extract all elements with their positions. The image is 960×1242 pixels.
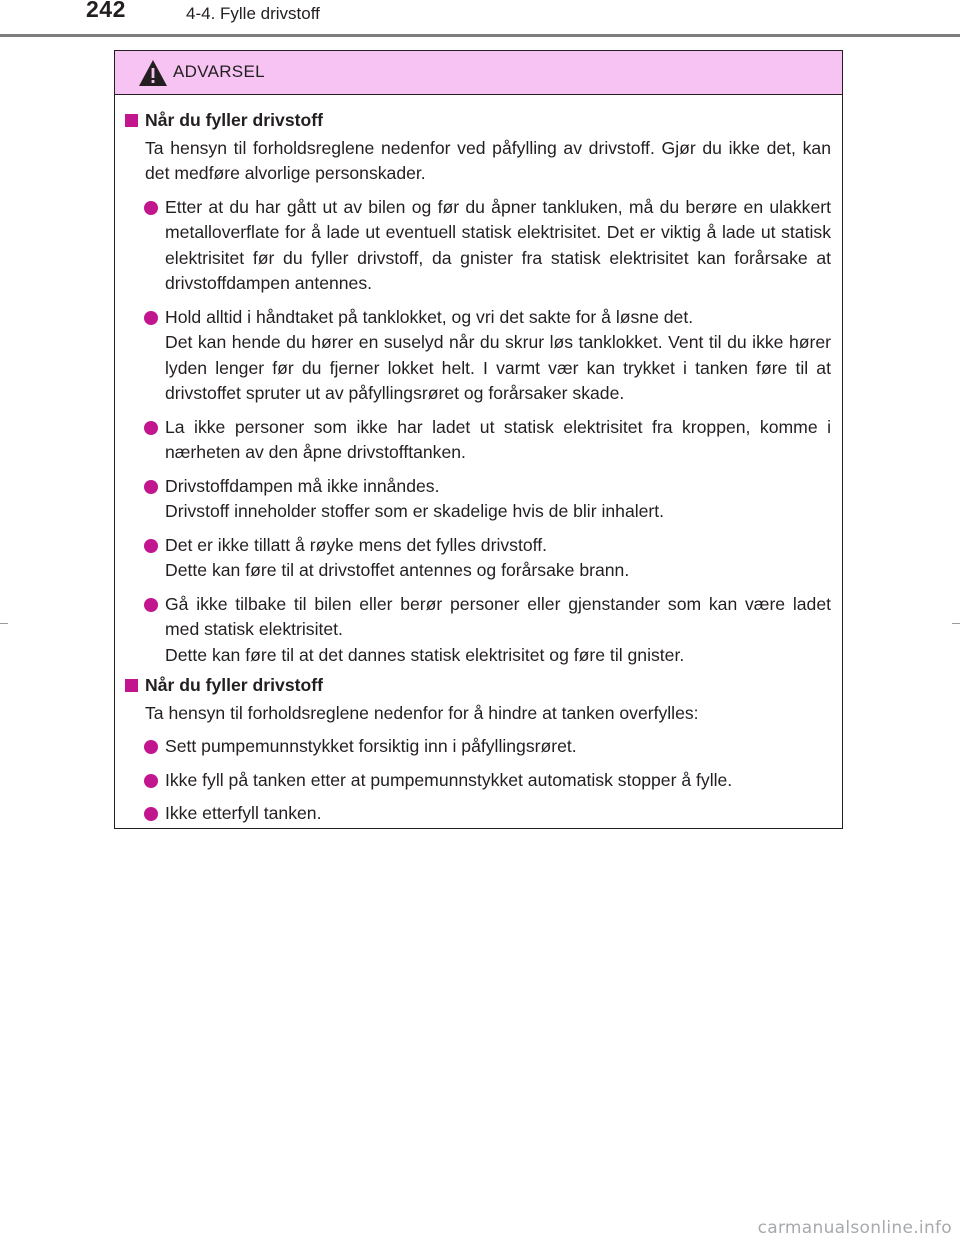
bullet-text: Det kan hende du hører en suselyd når du skrur løs tanklokket. Vent til du ikke hører lyden lenger før du fjerner lokket helt. I varmt vær kan trykket i tanken føre til at drivstoffet spruter ut av påfyllingsrøret og forårsaker skade. [165, 332, 831, 403]
bullet-text: Sett pumpemunnstykket forsiktig inn i påfyllingsrøret. [165, 736, 577, 756]
bullet-text: Drivstoffdampen må ikke innåndes. [165, 475, 440, 496]
bullet-text: Dette kan føre til at drivstoffet antennes og forårsake brann. [165, 560, 630, 580]
bullet-item [123, 305, 831, 407]
circle-bullet-icon [144, 740, 158, 754]
bullet-text: Det er ikke tillatt å røyke mens det fylles drivstoff. [165, 534, 547, 555]
bullet-text: Ikke etterfyll tanken. [165, 803, 322, 823]
bullet-item [123, 801, 831, 827]
bullet-item [123, 195, 831, 297]
square-bullet-icon [125, 679, 138, 692]
circle-bullet-icon [144, 421, 158, 435]
circle-bullet-icon [144, 311, 158, 325]
section-heading-text: Når du fyller drivstoff [145, 110, 323, 130]
bullet-item [123, 533, 831, 584]
warning-label: ADVARSEL [173, 62, 265, 81]
bullet-item [123, 415, 831, 466]
watermark: carmanualsonline.info [757, 1218, 952, 1238]
bullet-text: La ikke personer som ikke har ladet ut statisk elektrisitet fra kroppen, komme i nærheten av den åpne drivstofftanken. [165, 416, 831, 462]
bullet-text: Dette kan føre til at det dannes statisk elektrisitet og føre til gnister. [165, 644, 685, 665]
section-heading [123, 673, 831, 699]
bullet-text: Gå ikke tilbake til bilen eller berør personer eller gjenstander som kan være ladet med statisk elektrisitet. [165, 593, 831, 639]
circle-bullet-icon [144, 539, 158, 553]
section-heading [123, 108, 831, 134]
warning-box [114, 50, 843, 829]
bullet-text: Drivstoff inneholder stoffer som er skadelige hvis de blir inhalert. [165, 501, 665, 521]
bullet-text: Ikke fyll på tanken etter at pumpemunnstykket automatisk stopper å fylle. [165, 769, 733, 790]
circle-bullet-icon [144, 480, 158, 494]
bullet-item [123, 474, 831, 525]
section-title: 4-4. Fylle drivstoff [186, 4, 320, 23]
crop-mark-left [0, 623, 8, 624]
section-intro: Ta hensyn til forholdsreglene nedenfor ved påfylling av drivstoff. Gjør du ikke det, kan det medføre alvorlige personskader. [145, 137, 831, 183]
header-rule [0, 34, 960, 37]
circle-bullet-icon [144, 598, 158, 612]
circle-bullet-icon [144, 807, 158, 821]
section-heading-text: Når du fyller drivstoff [145, 675, 323, 695]
bullet-item [123, 592, 831, 669]
warning-content [115, 95, 842, 827]
bullet-item [123, 734, 831, 760]
bullet-text: Etter at du har gått ut av bilen og før du åpner tankluken, må du berøre en ulakkert metalloverflate for å lade ut eventuell statisk elektrisitet. Det er viktig å lade ut statisk elektrisitet før du fyller drivstoff, da gnister fra statisk elektrisitet kan forårsake at drivstoffdampen antennes. [165, 196, 831, 293]
page-number: 242 [86, 0, 126, 22]
warning-triangle-icon [138, 59, 168, 87]
circle-bullet-icon [144, 201, 158, 215]
bullet-item [123, 768, 831, 794]
warning-header [115, 51, 842, 95]
crop-mark-right [952, 623, 960, 624]
circle-bullet-icon [144, 774, 158, 788]
bullet-text: Hold alltid i håndtaket på tanklokket, og vri det sakte for å løsne det. [165, 306, 694, 327]
square-bullet-icon [125, 114, 138, 127]
section-intro: Ta hensyn til forholdsreglene nedenfor for å hindre at tanken overfylles: [145, 702, 699, 723]
